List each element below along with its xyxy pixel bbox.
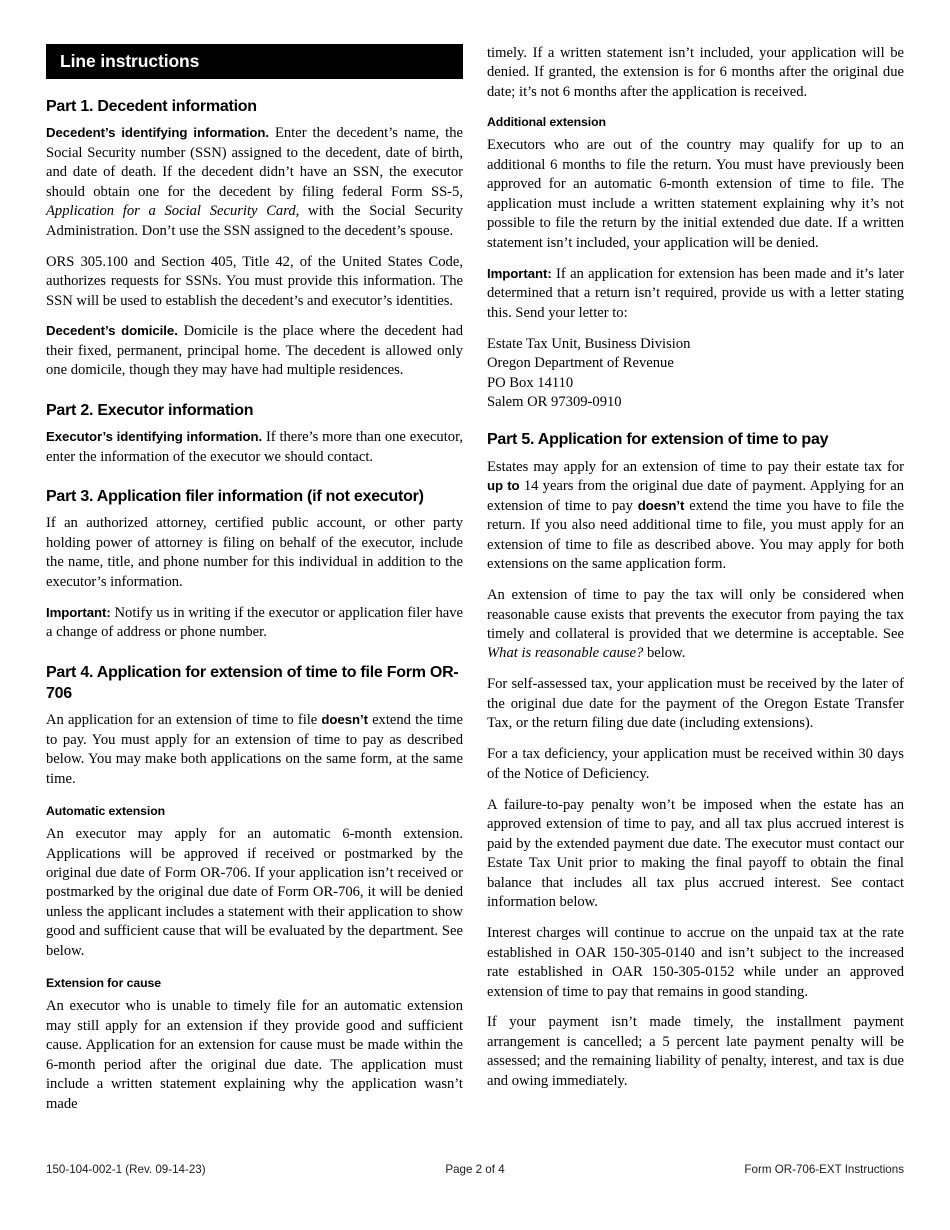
text-extension-file-a: An application for an extension of time to file	[46, 712, 322, 729]
text-extension-pay-c: extend the time you have to file the return. If you also need additional time to file, you must apply for an extension of time to file as described above. You may apply for both extensions on the same application form.	[487, 497, 904, 573]
text-decedent-domicile: Domicile is the place where the decedent had their fixed, permanent, principal home. The decedent is allowed only one domicile, though they may have had multiple residences.	[46, 323, 464, 379]
text-important-part5: If an application for extension has been made and it’s later determined that a return isn’t required, provide us with a letter stating this. Send your letter to:	[487, 265, 904, 321]
address-line-agency: Oregon Department of Revenue	[487, 355, 674, 372]
paragraph-installment-cancellation: If your payment isn’t made timely, the installment payment arrangement is cancelled; a 5 percent late payment penalty will be assessed; and the remaining liability of penalty, interest, and tax is due and owing immediately.	[487, 1014, 904, 1089]
paragraph-ors-authorization: ORS 305.100 and Section 405, Title 42, of the United States Code, authorizes requests for SSNs. You must provide this information. The SSN will be used to establish the decedent’s and executor’s identities.	[46, 253, 463, 309]
bold-doesnt-part4: doesn’t	[321, 712, 368, 728]
paragraph-additional-extension: Executors who are out of the country may qualify for up to an additional 6 months to file the return. You must have previously been approved for an automatic 6-month extension of time to file. The application must include a written statement explaining why it’s not possible to file the return by the initial extended due date. If a written statement isn’t included, your application will be denied.	[487, 137, 904, 251]
footer-form-number: 150-104-002-1 (Rev. 09-14-23)	[46, 1163, 206, 1176]
lead-in-decedent-identifying: Decedent’s identifying information.	[46, 125, 269, 141]
paragraph-self-assessed-tax: For self-assessed tax, your application must be received by the later of the original due date for the payment of the Oregon Estate Transfer Tax, or the return filing due date (including extensions).	[487, 676, 904, 732]
text-reasonable-cause-a: An extension of time to pay the tax will only be considered when reasonable cause exists that prevents the executor from paying the tax timely and collateral is provided that we determine is acceptable. See	[487, 587, 904, 642]
address-line-unit: Estate Tax Unit, Business Division	[487, 335, 691, 352]
heading-part-1: Part 1. Decedent information	[46, 98, 257, 115]
right-column	[487, 44, 904, 1103]
paragraph-extension-for-cause: An executor who is unable to timely file for an automatic extension may still apply for an extension if they provide good and sufficient cause. Application for an extension for cause must be made within the 6-month period after the original due date. The application must include a written statement explaining why the application wasn’t made	[46, 998, 463, 1112]
text-decedent-identifying-a: Enter the decedent’s name, the Social Security number (SSN) assigned to the decedent, date of birth, and date of death. If the decedent didn’t have an SSN, the executor should obtain one for the decedent by filing federal Form SS-5,	[46, 125, 464, 200]
left-column	[46, 44, 463, 1126]
bold-up-to: up to	[487, 478, 520, 494]
heading-part-3: Part 3. Application filer information (if not executor)	[46, 488, 424, 506]
paragraph-authorized-attorney: If an authorized attorney, certified public account, or other party holding power of attorney is filing on behalf of the executor, include the name, title, and phone number for this individual in addition to the executor’s information.	[46, 515, 463, 590]
italic-what-is-reasonable-cause: What is reasonable cause?	[487, 645, 644, 662]
bold-doesnt-part5: doesn’t	[637, 497, 685, 513]
heading-automatic-extension: Automatic extension	[46, 804, 166, 819]
address-line-city-state-zip: Salem OR 97309-0910	[487, 394, 622, 411]
lead-in-executor-identifying: Executor’s identifying information.	[46, 429, 263, 445]
text-extension-file-b: extend the time to pay. You must apply for an extension of time to pay as described below. You may make both applications on the same form, at the same time.	[46, 712, 463, 787]
banner-title: Line instructions	[60, 51, 200, 71]
paragraph-failure-to-pay-penalty: A failure-to-pay penalty won’t be imposed when the estate has an approved extension of time to pay, and all tax plus accrued interest is paid by the extended payment due date. The executor must contact our Estate Tax Unit prior to making the final payoff to obtain the final balance that includes all tax plus accrued interest. See contact information below.	[487, 796, 904, 911]
paragraph-important-address-change	[46, 604, 463, 643]
page-footer	[46, 1163, 904, 1183]
lead-in-decedent-domicile: Decedent’s domicile.	[46, 323, 178, 339]
paragraph-executor-identifying	[46, 428, 463, 467]
italic-form-ss5-title: Application for a Social Security Card,	[46, 203, 300, 220]
paragraph-continued-from-left: timely. If a written statement isn’t included, your application will be denied. If granted, the extension is for 6 months after the original due date; it’s not 6 months after the application is received.	[487, 45, 904, 100]
heading-additional-extension: Additional extension	[487, 115, 606, 130]
text-decedent-identifying-b: with the Social Security Administration. Don’t use the SSN assigned to the decedent’s spouse.	[46, 203, 464, 239]
text-extension-pay-a: Estates may apply for an extension of time to pay their estate tax for	[487, 458, 904, 475]
heading-part-4: Part 4. Application for extension of time to file Form OR-706	[46, 663, 459, 702]
heading-extension-for-cause: Extension for cause	[46, 976, 161, 991]
text-important-part3: Notify us in writing if the executor or application filer have a change of address or phone number.	[46, 604, 463, 641]
text-extension-pay-b: 14 years from the original due date of payment. Applying for an extension of time to pay	[487, 478, 904, 514]
heading-part-5: Part 5. Application for extension of time to pay	[487, 431, 829, 449]
text-reasonable-cause-b: below.	[643, 645, 686, 662]
text-executor-identifying: If there’s more than one executor, enter the information of the executor we should contact.	[46, 429, 463, 465]
footer-page-number: Page 2 of 4	[445, 1163, 505, 1176]
lead-in-important-part3: Important:	[46, 604, 111, 620]
paragraph-tax-deficiency: For a tax deficiency, your application must be received within 30 days of the Notice of Deficiency.	[487, 746, 904, 782]
lead-in-important-part5: Important:	[487, 265, 552, 281]
address-line-po-box: PO Box 14110	[487, 374, 574, 391]
mailing-address-block	[487, 335, 904, 413]
two-column-body	[46, 44, 904, 1154]
paragraph-decedent-domicile	[46, 322, 463, 380]
paragraph-automatic-extension: An executor may apply for an automatic 6-month extension. Applications will be approved if received or postmarked by the original due date of Form OR-706. If your application isn’t received or postmarked by the original due date of Form OR-706, it will be denied unless the applicant includes a statement with their application to show good and sufficient cause that will be evaluated by the department. See below.	[46, 826, 463, 959]
section-banner	[46, 44, 463, 79]
footer-form-title: Form OR-706-EXT Instructions	[744, 1163, 904, 1176]
paragraph-extension-to-file	[46, 711, 463, 789]
paragraph-important-no-return-required	[487, 265, 904, 323]
paragraph-decedent-identifying	[46, 124, 463, 241]
paragraph-reasonable-cause	[487, 586, 904, 664]
heading-part-2: Part 2. Executor information	[46, 401, 254, 419]
paragraph-extension-to-pay	[487, 458, 904, 575]
paragraph-interest-charges: Interest charges will continue to accrue on the unpaid tax at the rate established in OAR 150-305-0140 and isn’t subject to the increased rate established in OAR 150-305-0152 while under an approved extension of time to pay that remains in good standing.	[487, 925, 904, 1000]
